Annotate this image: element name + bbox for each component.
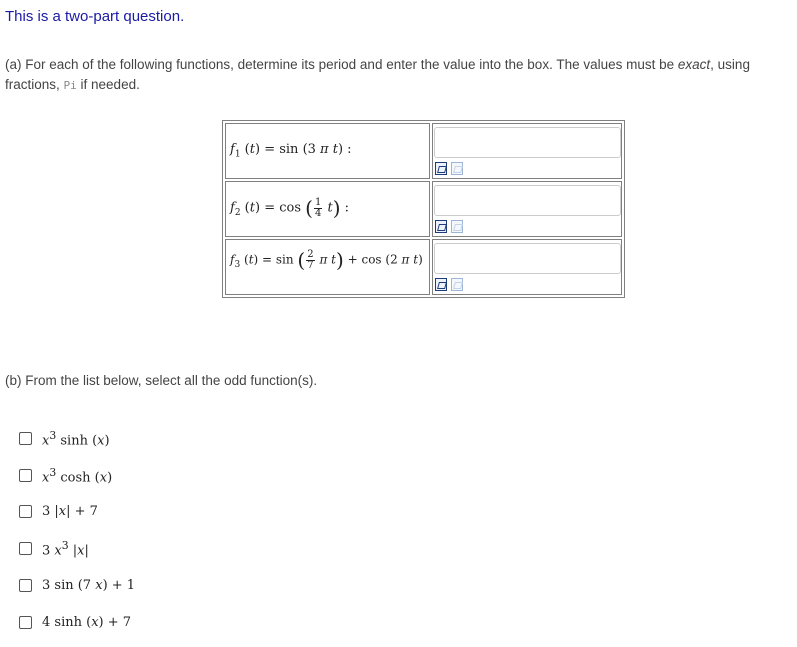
function-row-1 <box>225 123 622 179</box>
preview-icon[interactable] <box>451 278 463 291</box>
odd-function-choice-list <box>19 420 135 641</box>
preview-icon[interactable] <box>451 162 463 175</box>
checkbox[interactable] <box>19 469 32 482</box>
period-answer-input-1[interactable] <box>434 127 621 158</box>
function-row-3 <box>225 239 622 295</box>
part-a-emphasis: exact <box>677 57 711 72</box>
function-formula-1: $f_1$ (t) = sin (3 π t) : <box>230 142 352 160</box>
part-a-text-middle: , using fractions, <box>5 57 750 92</box>
choice-3-sin-7x-plus-1[interactable] <box>19 567 135 604</box>
choice-4-sinh-x-plus-7[interactable] <box>19 604 135 641</box>
part-a-text-after: if needed. <box>76 77 140 92</box>
part-a-text-before: (a) For each of the following functions, determine its period and enter the value into the box. The values must be <box>5 57 678 72</box>
formula-editor-icon[interactable] <box>435 220 447 233</box>
function-formula-3: $f_3$ (t) = sin ( $\frac{2}{7}$ π t) + cos (2 π t) <box>230 248 423 272</box>
choice-label: 3 $x^3$ |x| <box>42 539 89 559</box>
checkbox[interactable] <box>19 505 32 518</box>
formula-editor-icon[interactable] <box>435 278 447 291</box>
formula-editor-icon[interactable] <box>435 162 447 175</box>
answer-cell-1 <box>432 123 622 179</box>
function-cell-1 <box>225 123 430 179</box>
function-cell-2 <box>225 181 430 237</box>
question-intro: This is a two-part question. <box>5 8 185 25</box>
choice-label: 3 |x| + 7 <box>42 504 98 520</box>
answer-cell-3 <box>432 239 622 295</box>
answer-cell-2 <box>432 181 622 237</box>
period-answer-input-2[interactable] <box>434 185 621 216</box>
choice-label: $x^3$ sinh (x) <box>42 428 110 449</box>
choice-3-abs-x-plus-7[interactable] <box>19 494 135 531</box>
function-cell-3 <box>225 239 430 295</box>
choice-label: 4 sinh (x) + 7 <box>42 614 132 630</box>
function-row-2 <box>225 181 622 237</box>
choice-label: 3 sin (7 x) + 1 <box>42 578 136 594</box>
functions-table <box>222 120 625 298</box>
part-a-instructions <box>5 55 790 96</box>
preview-icon[interactable] <box>451 220 463 233</box>
choice-x3-cosh[interactable] <box>19 457 135 494</box>
pi-code: Pi <box>63 79 77 92</box>
function-formula-2: $f_2$ (t) = cos ( $\frac{1}{4}$ t) : <box>230 196 350 220</box>
checkbox[interactable] <box>19 616 32 629</box>
choice-x3-sinh[interactable] <box>19 420 135 457</box>
checkbox[interactable] <box>19 542 32 555</box>
checkbox[interactable] <box>19 579 32 592</box>
choice-3-x3-abs-x[interactable] <box>19 530 135 567</box>
period-answer-input-3[interactable] <box>434 243 621 274</box>
part-b-prompt: (b) From the list below, select all the odd function(s). <box>5 373 318 388</box>
checkbox[interactable] <box>19 432 32 445</box>
choice-label: $x^3$ cosh (x) <box>42 465 113 485</box>
